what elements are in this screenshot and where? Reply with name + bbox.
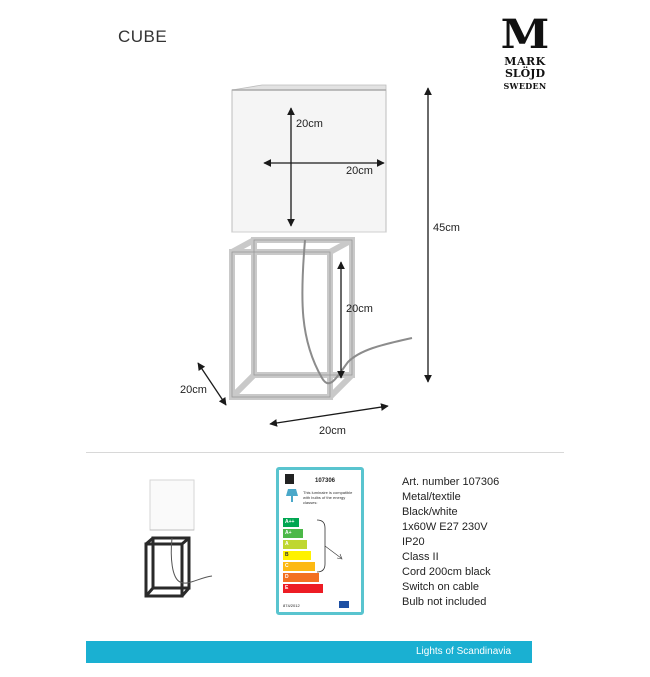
logo-line-1: MARK xyxy=(504,55,546,68)
energy-bracket xyxy=(315,518,345,574)
spec-item: Class II xyxy=(402,551,439,563)
eu-flag-icon xyxy=(339,601,349,608)
spec-item: Black/white xyxy=(402,506,458,518)
section-divider xyxy=(86,452,564,453)
lamp-shade xyxy=(232,85,386,232)
logo-letter: M xyxy=(500,11,550,58)
lamp-icon xyxy=(283,488,301,504)
dim-depth: 20cm xyxy=(180,384,207,396)
energy-class-bar: A+ xyxy=(283,529,303,538)
spec-item: Bulb not included xyxy=(402,596,487,608)
lamp-frame xyxy=(232,240,352,397)
energy-class-bar: C xyxy=(283,562,315,571)
energy-note: This luminaire is compatible with bulbs of the energy classes: xyxy=(303,490,353,505)
footer-tagline: Lights of Scandinavia xyxy=(416,646,512,657)
energy-label xyxy=(276,467,364,615)
spec-list xyxy=(402,475,499,610)
energy-class-bar: E xyxy=(283,584,323,593)
energy-class-bar: A++ xyxy=(283,518,299,527)
dim-shade-height: 20cm xyxy=(296,118,323,130)
spec-item: Metal/textile xyxy=(402,491,461,503)
footer-bar xyxy=(86,641,532,663)
spec-item: Cord 200cm black xyxy=(402,566,491,578)
energy-class-bar: A xyxy=(283,540,307,549)
spec-item: IP20 xyxy=(402,536,425,548)
product-photo xyxy=(128,478,218,608)
dim-base-width: 20cm xyxy=(319,425,346,437)
logo-line-3: SWEDEN xyxy=(503,81,547,91)
energy-regulation: 874/2012 xyxy=(283,603,300,608)
energy-class-bar: D xyxy=(283,573,319,582)
spec-item: 1x60W E27 230V xyxy=(402,521,488,533)
energy-article: 107306 xyxy=(315,478,336,484)
spec-item: Switch on cable xyxy=(402,581,480,593)
spec-item: Art. number 107306 xyxy=(402,476,500,488)
dim-total-height: 45cm xyxy=(433,222,460,234)
logo-line-2: SLÖJD xyxy=(504,67,545,80)
energy-class-bar: B xyxy=(283,551,311,560)
dim-shade-width: 20cm xyxy=(346,165,373,177)
product-title: CUBE xyxy=(118,27,168,46)
dim-frame-height: 20cm xyxy=(346,303,373,315)
energy-logo-icon xyxy=(285,474,294,484)
